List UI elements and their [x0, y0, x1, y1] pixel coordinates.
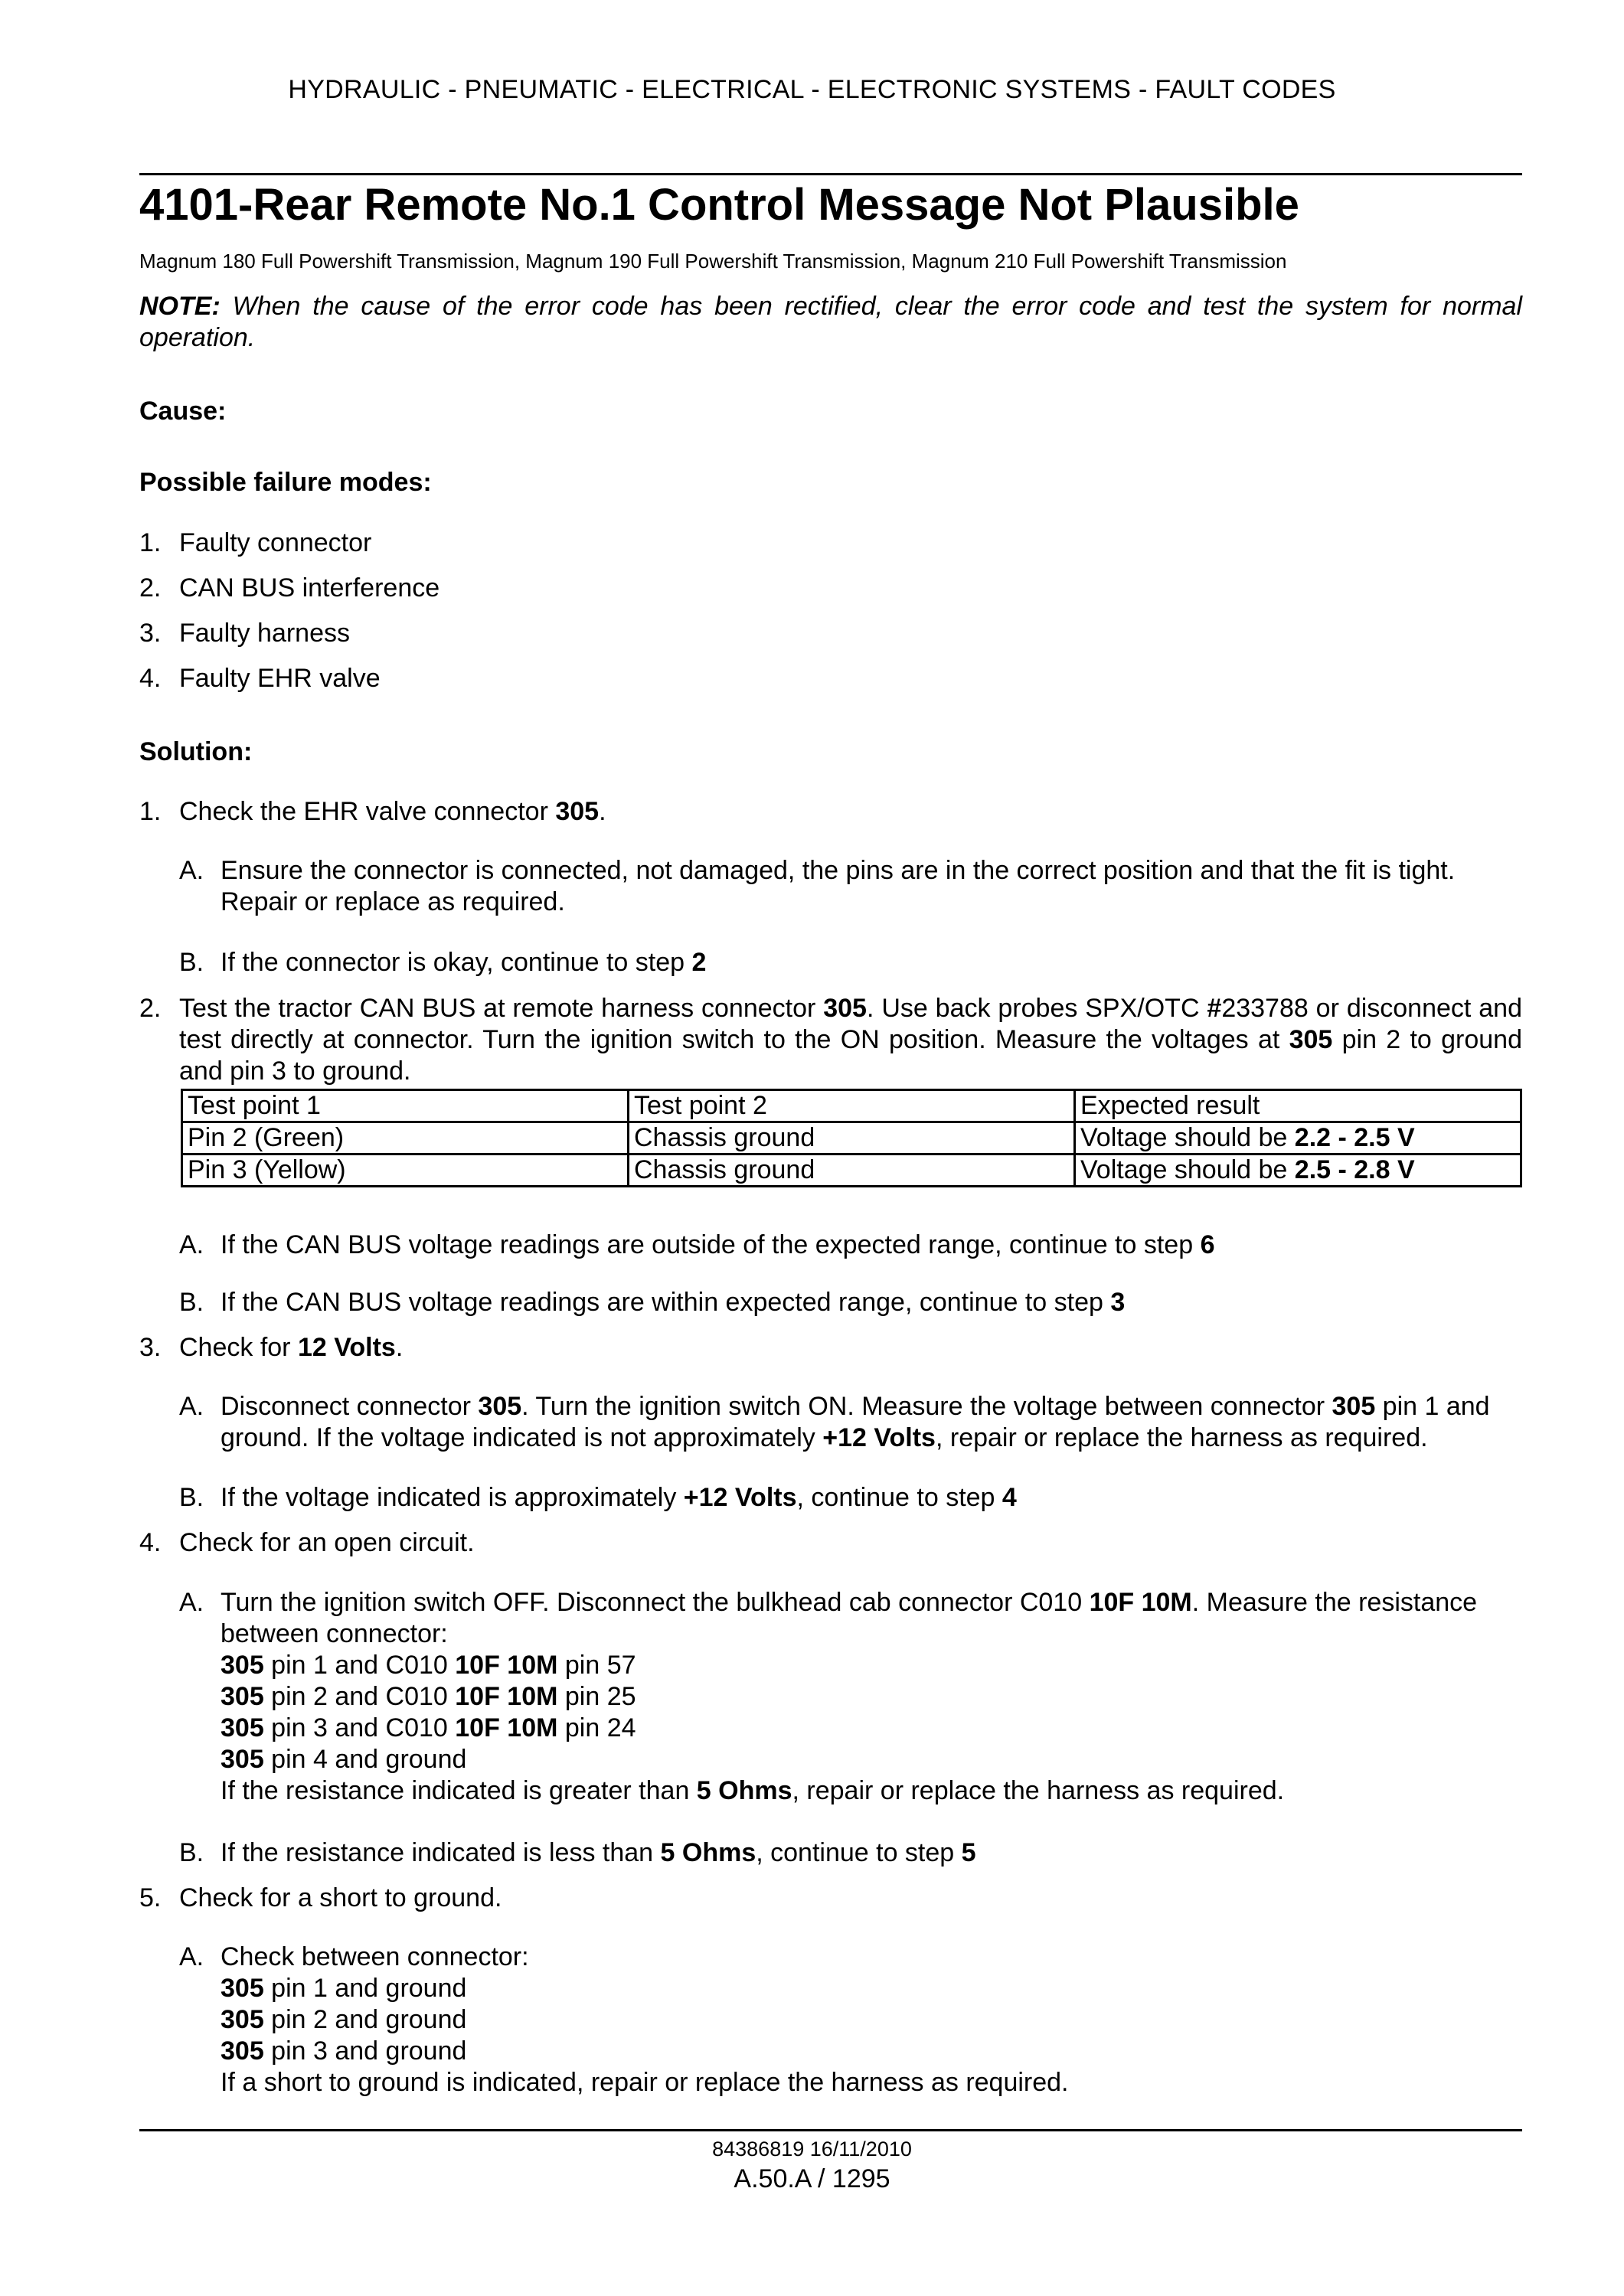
table-header-cell: Expected result [1075, 1090, 1521, 1122]
table-header-cell: Test point 1 [182, 1090, 629, 1122]
page-number: A.50.A / 1295 [734, 2164, 890, 2193]
table-header-cell: Test point 2 [629, 1090, 1075, 1122]
manual-page: HYDRAULIC - PNEUMATIC - ELECTRICAL - ELECTRONIC SYSTEMS - FAULT CODES 4101-Rear Remote No.1 Control Message Not Plausible Magnum 180 Full Powershift Transmission, Magnum 190 Full Powershift Transmission, Magnum 210 Full Powershift Transmission NOTE: When the cause of the error code has been rectified, clear the error code and test the system for normal operation. Cause: Possible failure modes: 1. Faulty connector 2. CAN BUS interference 3. Faulty harness 4. Faulty EHR valve Solution: 1. Check the EHR valve connector 305. A. Ensure the connector is connected, not damaged, the pins are in the correct position and that the fit is tight. Repair or replace as required. B. If the connector is okay, continue to step 2 2. Test the tractor CAN BUS at remote harness connector 305. Use back probes SPX/OTC #233788 or disconnect and test directly at connector. Turn the ignition switch to the ON position. Measure the voltages at 305 pin 2 to ground and pin 3 to ground. Test point 1 Test point 2 Expected result Pin 2 (Green) Chassis ground Voltage should be 2.2 - 2.5 V Pin 3 (Yellow) Chassis ground Voltage should be 2.5 - 2.8 V A. If the CAN BUS voltage readings are outside of the expected range, continue to step 6 B. If the CAN BUS voltage readings are within expected range, continue to step 3 3. Check for 12 Volts. A. Disconnect connector 305. Turn the ignition switch ON. Measure the voltage between connector 305 pin 1 and ground. If the voltage indicated is not approximately +12 Volts, repair or replace the harness as required. B. If the voltage indicated is approximately +12 Volts, continue to step 4 4. Check for an open circuit. A. Turn the ignition switch OFF. Disconnect the bulkhead cab connector C010 10F 10M. Measure the resistance between connector: 305 pin 1 and C010 10F 10M pin 57 305 pin 2 and C010 10F 10M pin 25 305 pin 3 and C010 10F 10M pin 24 305 pin 4 and ground If the resistance indicated is greater than 5 Ohms, repair or replace the harness as required. B. If the resistance indicated is less than 5 Ohms, continue to step 5 5. Check for a short to ground. A. Check between connector: 305 pin 1 and ground 305 pin 2 and ground 305 pin 3 and ground If a short to ground is indicated, repair or replace the harness as required. 84386819 16/11/2010 A.50.A / 1295 [0, 0, 1624, 2296]
applicable-models: Magnum 180 Full Powershift Transmission, Magnum 190 Full Powershift Transmission, Magnum 210 Full Powershift Transmission [139, 250, 1287, 273]
note-paragraph [139, 291, 1522, 354]
table-header-row [182, 1090, 1521, 1122]
table-cell: Voltage should be 2.2 - 2.5 V [1075, 1122, 1521, 1155]
document-number: 84386819 16/11/2010 [712, 2138, 912, 2160]
failure-modes-heading: Possible failure modes: [139, 468, 432, 497]
page-title: 4101-Rear Remote No.1 Control Message Not Plausible [139, 180, 1299, 230]
cause-heading: Cause: [139, 397, 227, 426]
note-label: NOTE: [139, 292, 221, 321]
table-row [182, 1122, 1521, 1155]
table-cell: Chassis ground [629, 1155, 1075, 1187]
footer-rule [139, 2129, 1522, 2131]
table-row [182, 1155, 1521, 1187]
table-cell: Voltage should be 2.5 - 2.8 V [1075, 1155, 1521, 1187]
solution-heading: Solution: [139, 737, 253, 766]
table-cell: Pin 3 (Yellow) [182, 1155, 629, 1187]
note-text: When the cause of the error code has been rectified, clear the error code and test the system for normal operation. [139, 292, 1522, 352]
header-rule [139, 173, 1522, 175]
section-header: HYDRAULIC - PNEUMATIC - ELECTRICAL - ELECTRONIC SYSTEMS - FAULT CODES [288, 75, 1336, 104]
table-cell: Chassis ground [629, 1122, 1075, 1155]
test-point-table [181, 1089, 1522, 1187]
table-cell: Pin 2 (Green) [182, 1122, 629, 1155]
